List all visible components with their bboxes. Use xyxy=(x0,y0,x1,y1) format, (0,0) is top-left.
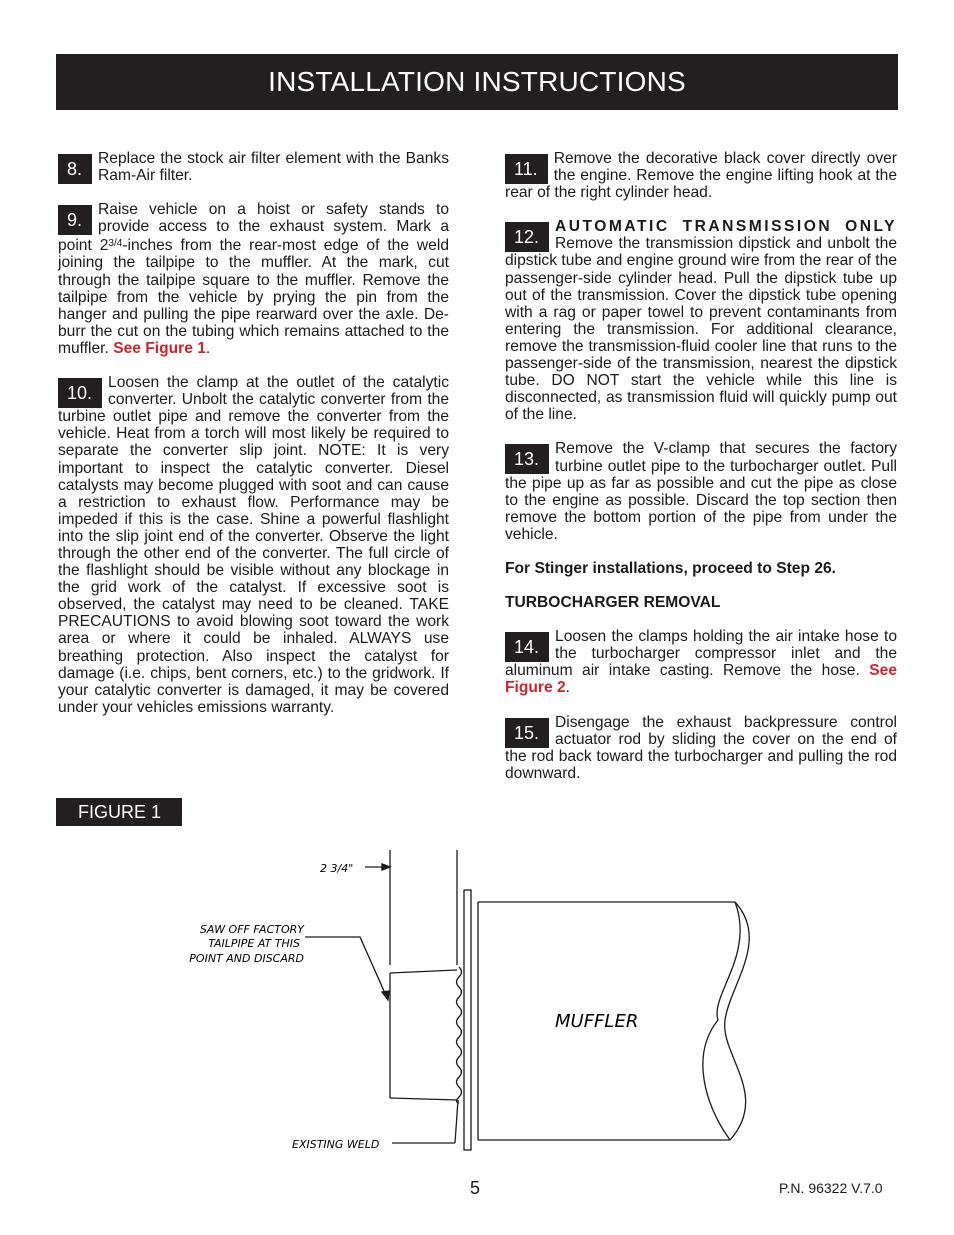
step-number: 10. xyxy=(58,378,102,408)
step-text-cont: -inches from the rear-most edge of the weld joining the tailpipe to the muffler. At the mark, cut through the tailpipe square to the muffler. Remove the tailpipe from the vehicle by prying the pin from the hanger and pulling the pipe rearward over the axle. De-burr the cut on the tubing which remains attached to the muffler. xyxy=(58,237,449,357)
left-column xyxy=(58,150,449,733)
muffler-flange xyxy=(464,890,471,1150)
step-text: Remove the V-clamp that secures the factory turbine outlet pipe to the turbocharger outlet. Pull the pipe up as far as possible and cut the pipe as close to the engine as possible. Discard the top section then remove the bottom portion of the pipe from under the vehicle. xyxy=(505,440,897,543)
figure-1-drawing xyxy=(170,845,770,1160)
fraction: 3/4 xyxy=(108,238,123,250)
muffler-break-left xyxy=(703,902,740,1140)
step-10 xyxy=(58,374,449,716)
step-text: Loosen the clamp at the outlet of the catalytic converter. Unbolt the catalytic converter from the turbine outlet pipe and remove the converter from the vehicle. Heat from a torch will most likely be required to separate the converter slip joint. NOTE: It is very important to inspect the catalytic converter. Diesel catalysts may become plugged with soot and can cause a restriction to exhaust flow. Performance may be impeded if this is the case. Shine a powerful flashlight into the slip joint end of the converter. Observe the light through the other end of the converter. The full circle of the flashlight should be visible without any blockage in the grid work of the catalyst. If excessive soot is observed, the catalyst may need to be cleaned. TAKE PRECAUTIONS to avoid blowing soot toward the work area or where it could be inhaled. ALWAYS use breathing protection. Also inspect the catalyst for damage (i.e. chips, bent corners, etc.) to the gridwork. If your catalytic converter is damaged, it may be covered under your vehicles emissions warranty. xyxy=(58,374,449,716)
dimension-label: 2 3/4" xyxy=(320,862,354,875)
step-text: Remove the decorative black cover directly over the engine. Remove the engine lifting hook at the rear of the right cylinder head. xyxy=(505,150,897,202)
step-text: Replace the stock air filter element with the Banks Ram-Air filter. xyxy=(98,150,449,185)
step-text: Remove the transmission dipstick and unbolt the dipstick tube and engine ground wire from the rear of the passenger-side cylinder head. Pull the dipstick tube up out of the transmission. Cover the dipstick tube opening with a rag or paper towel to prevent contaminants from entering the transmission. For additional clearance, remove the transmission-fluid cooler line that runs to the passenger-side of the transmission, nearest the dipstick tube. DO NOT start the vehicle while this line is disconnected, as transmission fluid will quickly pump out of the line. xyxy=(505,235,897,424)
step-number: 9. xyxy=(58,205,92,235)
dimension-arrowhead xyxy=(382,864,390,870)
tailpipe-top xyxy=(390,970,457,973)
step-9 xyxy=(58,201,449,357)
period: . xyxy=(205,339,211,357)
saw-leader-line xyxy=(305,937,388,1000)
step-11 xyxy=(505,150,897,201)
step-15 xyxy=(505,714,897,782)
muffler-break-right xyxy=(725,902,750,1140)
period: . xyxy=(565,679,570,697)
step-13 xyxy=(505,440,897,543)
figure-2-link[interactable]: See Figure 2 xyxy=(505,662,897,697)
step-12 xyxy=(505,218,897,423)
weld-bead xyxy=(457,967,462,1103)
step-number: 11. xyxy=(505,154,548,184)
saw-label-line1: SAW OFF FACTORY xyxy=(199,923,304,936)
right-column xyxy=(505,150,897,799)
automatic-transmission-title: AUTOMATIC TRANSMISSION ONLY xyxy=(555,218,897,236)
stinger-note: For Stinger installations, proceed to Step 26. xyxy=(505,559,836,577)
figure-1-label: FIGURE 1 xyxy=(56,798,182,826)
step-14 xyxy=(505,628,897,696)
figure-1-link[interactable]: See Figure 1 xyxy=(113,339,206,357)
step-text: Disengage the exhaust backpressure control actuator rod by sliding the cover on the end of the rod back toward the turbocharger and pulling the rod downward. xyxy=(505,713,897,782)
turbocharger-removal-heading: TURBOCHARGER REMOVAL xyxy=(505,594,721,612)
step-8 xyxy=(58,150,449,184)
step-number: 14. xyxy=(505,632,549,662)
step-number: 15. xyxy=(505,718,549,748)
saw-label-line2: TAILPIPE AT THIS xyxy=(208,937,300,950)
weld-label: EXISTING WELD xyxy=(292,1138,380,1151)
header-bar xyxy=(56,54,898,110)
step-number: 8. xyxy=(58,154,92,184)
step-number: 13. xyxy=(505,444,549,474)
page-title: INSTALLATION INSTRUCTIONS xyxy=(268,66,686,97)
weld-leader-tip xyxy=(455,1100,458,1143)
muffler-label: MUFFLER xyxy=(555,1011,639,1032)
part-number: P.N. 96322 V.7.0 xyxy=(779,1180,883,1196)
saw-label-line3: POINT AND DISCARD xyxy=(189,952,304,965)
step-text: Raise vehicle on a hoist or safety stands to provide access to the exhaust system. Mark a point 2 xyxy=(58,201,449,255)
saw-arrowhead xyxy=(382,991,389,1000)
step-number: 12. xyxy=(505,222,549,252)
page-number: 5 xyxy=(470,1178,481,1198)
step-text: Loosen the clamps holding the air intake hose to the turbocharger compressor inlet and the aluminum air intake casting. Remove the hose. xyxy=(505,628,897,680)
tailpipe-bottom xyxy=(390,1098,457,1100)
